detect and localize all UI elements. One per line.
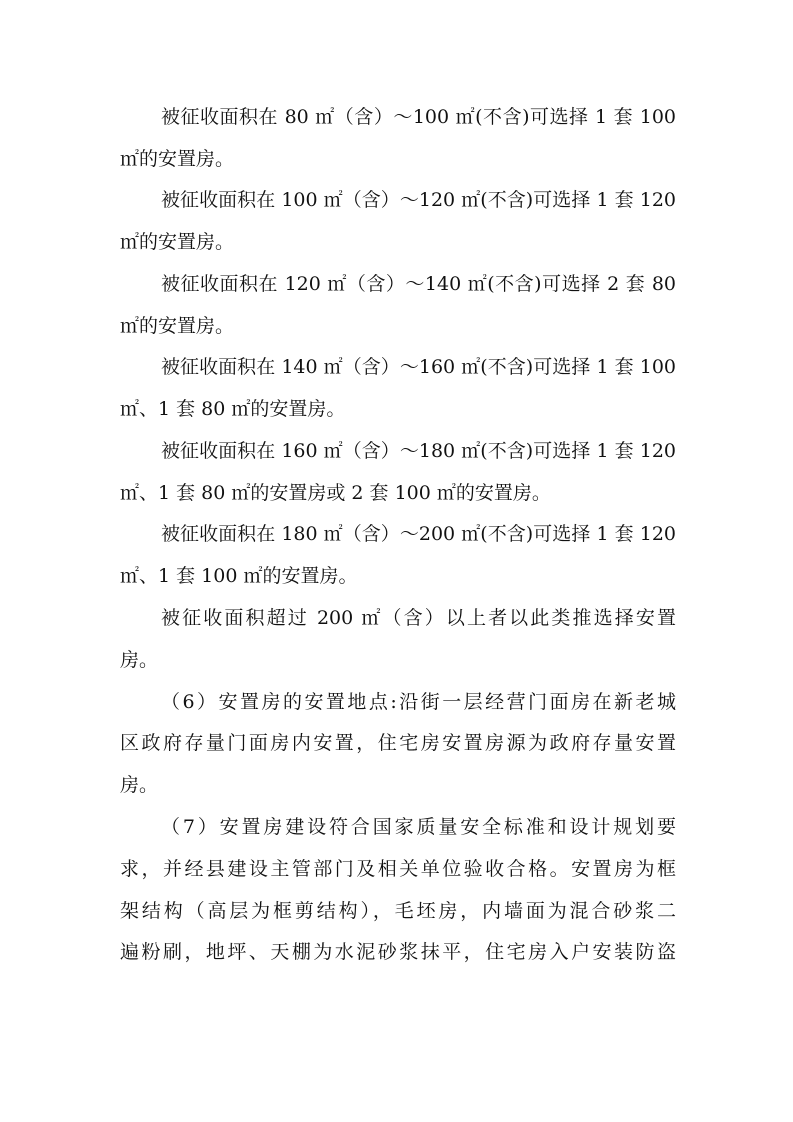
paragraph-line: 遍粉刷，地坪、天棚为水泥砂浆抹平，住宅房入户安装防盗 xyxy=(120,941,676,963)
paragraph-line: 区政府存量门面房内安置，住宅房安置房源为政府存量安置 xyxy=(120,732,676,754)
paragraph-line: 被征收面积在 180 ㎡（含）～200 ㎡(不含)可选择 1 套 120 xyxy=(161,523,676,545)
paragraph-line: ㎡、1 套 100 ㎡的安置房。 xyxy=(120,565,358,587)
paragraph-line: 被征收面积在 100 ㎡（含）～120 ㎡(不含)可选择 1 套 120 xyxy=(161,189,676,211)
paragraph-line: ㎡、1 套 80 ㎡的安置房。 xyxy=(120,398,346,420)
paragraph-line: 架结构（高层为框剪结构），毛坯房，内墙面为混合砂浆二 xyxy=(120,900,676,922)
paragraph-line: ㎡的安置房。 xyxy=(120,315,235,337)
paragraph-line: 被征收面积在 140 ㎡（含）～160 ㎡(不含)可选择 1 套 100 xyxy=(161,356,676,378)
paragraph-line: ㎡的安置房。 xyxy=(120,231,235,253)
paragraph-line: 被征收面积在 120 ㎡（含）～140 ㎡(不含)可选择 2 套 80 xyxy=(161,273,676,295)
paragraph-line: ㎡的安置房。 xyxy=(120,148,235,170)
paragraph-line: （6）安置房的安置地点:沿街一层经营门面房在新老城 xyxy=(161,691,676,713)
paragraph-line: 房。 xyxy=(120,774,159,796)
paragraph-line: 房。 xyxy=(120,649,159,671)
paragraph-line: 被征收面积在 80 ㎡（含）～100 ㎡(不含)可选择 1 套 100 xyxy=(161,106,676,128)
paragraph-line: （7）安置房建设符合国家质量安全标准和设计规划要 xyxy=(161,816,676,838)
paragraph-line: 被征收面积在 160 ㎡（含）～180 ㎡(不含)可选择 1 套 120 xyxy=(161,440,676,462)
paragraph-line: 被征收面积超过 200 ㎡（含）以上者以此类推选择安置 xyxy=(161,607,676,629)
paragraph-line: ㎡、1 套 80 ㎡的安置房或 2 套 100 ㎡的安置房。 xyxy=(120,482,551,504)
paragraph-line: 求，并经县建设主管部门及相关单位验收合格。安置房为框 xyxy=(120,858,676,880)
